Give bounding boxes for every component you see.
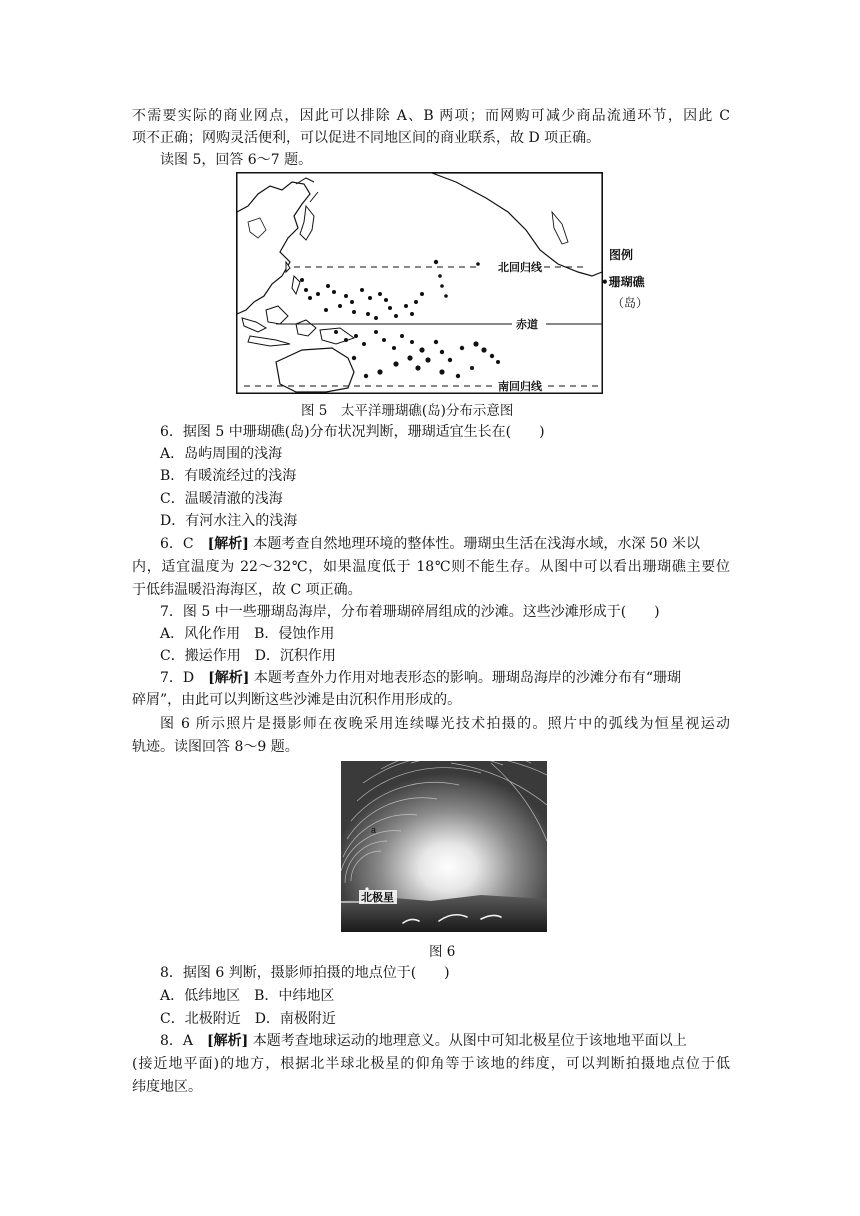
option-6a: A．岛屿周围的浅海 xyxy=(160,446,283,462)
text-line: 项不正确；网购灵活便利，可以促进不同地区间的商业联系，故 D 项正确。 xyxy=(132,130,601,146)
text-line: 碎屑”，由此可以判断这些沙滩是由沉积作用形成的。 xyxy=(132,692,462,708)
equator-label: 赤道 xyxy=(516,319,538,331)
figure-6-caption: 图 6 xyxy=(429,944,456,960)
analysis-tag: [解析] xyxy=(208,670,250,686)
answer-6-text: 本题考查自然地理环境的整体性。珊瑚虫生活在浅海水域，水深 50 米以 xyxy=(248,536,701,552)
text-line: 不需要实际的商业网点，因此可以排除 A、B 两项；而网购可减少商品流通环节，因此 C xyxy=(132,108,730,124)
options-8ab: A．低纬地区 B．中纬地区 xyxy=(160,988,335,1004)
text-line: 图 6 所示照片是摄影师在夜晚采用连续曝光技术拍摄的。照片中的弧线为恒星视运动 xyxy=(160,716,730,732)
figure-6-photo xyxy=(341,761,547,932)
text-line: 纬度地区。 xyxy=(132,1079,202,1095)
answer-6-line xyxy=(160,533,730,555)
legend-title: 图例 xyxy=(609,248,634,262)
analysis-tag: [解析] xyxy=(207,1033,249,1049)
question-7: 7．图 5 中一些珊瑚岛海岸，分布着珊瑚碎屑组成的沙滩。这些沙滩形成于( ) xyxy=(160,604,660,620)
figure-5-caption: 图 5 太平洋珊瑚礁(岛)分布示意图 xyxy=(301,403,514,419)
polaris-label: 北极星 xyxy=(361,892,394,904)
answer-7-text: 本题考查外力作用对地表形态的影响。珊瑚岛海岸的沙滩分布有“珊瑚 xyxy=(249,670,681,686)
answer-6-head: 6．C xyxy=(160,536,208,552)
text-line: (接近地平面)的地方，根据北半球北极星的仰角等于该地的纬度，可以判断拍摄地点位于低 xyxy=(132,1056,730,1072)
legend-dot-icon: • xyxy=(601,275,609,289)
trail-a-label: a xyxy=(371,825,377,835)
option-6b: B．有暖流经过的浅海 xyxy=(160,468,297,484)
answer-8-head: 8．A xyxy=(160,1033,208,1049)
options-7ab: A．风化作用 B．侵蚀作用 xyxy=(160,626,335,642)
legend-item xyxy=(601,273,645,290)
question-6: 6．据图 5 中珊瑚礁(岛)分布状况判断，珊瑚适宜生长在( ) xyxy=(160,424,545,440)
figure-5-map xyxy=(236,172,603,394)
legend-item-label: 珊瑚礁 xyxy=(608,275,645,289)
text-line: 轨迹。读图回答 8～9 题。 xyxy=(132,739,299,755)
tropic-south-label: 南回归线 xyxy=(498,381,542,393)
tropic-north-label: 北回归线 xyxy=(498,262,542,274)
option-6c: C．温暖清澈的浅海 xyxy=(160,491,283,507)
answer-7-line xyxy=(160,667,681,689)
question-8: 8．据图 6 判断，摄影师拍摄的地点位于( ) xyxy=(160,965,450,981)
answer-7-head: 7．D xyxy=(160,670,209,686)
options-7cd: C．搬运作用 D．沉积作用 xyxy=(160,648,336,664)
legend-item-sub: （岛） xyxy=(612,296,649,310)
option-6d: D．有河水注入的浅海 xyxy=(160,513,298,529)
answer-8-line xyxy=(160,1030,687,1052)
analysis-tag: [解析] xyxy=(207,536,249,552)
text-line: 内，适宜温度为 22～32℃，如果温度低于 18℃则不能生存。从图中可以看出珊瑚礁主要位 xyxy=(132,559,730,575)
answer-8-text: 本题考查地球运动的地理意义。从图中可知北极星位于该地地平面以上 xyxy=(248,1033,687,1049)
text-line: 读图 5，回答 6～7 题。 xyxy=(160,152,313,168)
options-8cd: C．北极附近 D．南极附近 xyxy=(160,1011,336,1027)
text-line: 于低纬温暖沿海海区，故 C 项正确。 xyxy=(132,582,362,598)
